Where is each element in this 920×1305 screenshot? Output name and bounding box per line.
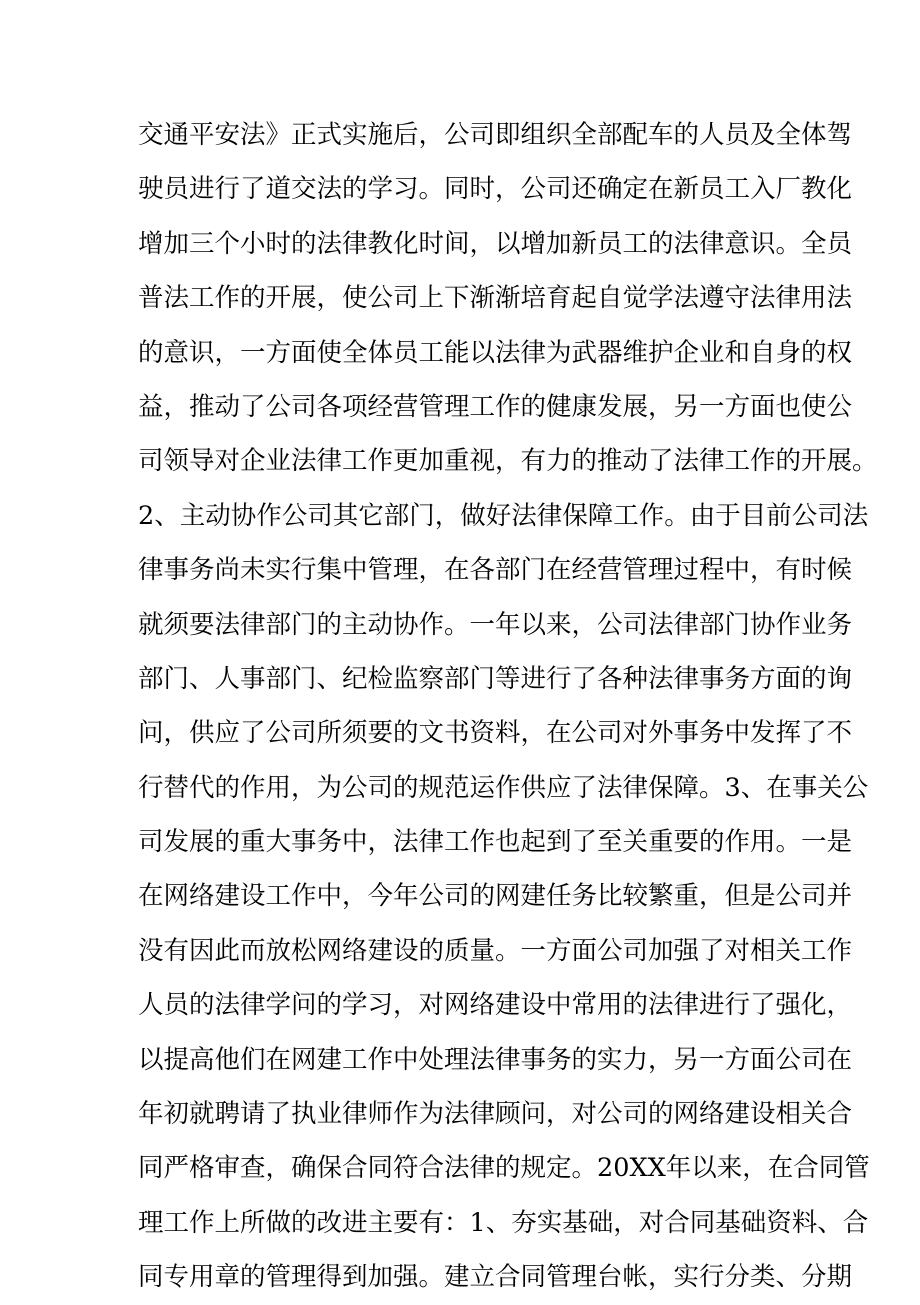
- text-line: 司领导对企业法律工作更加重视，有力的推动了法律工作的开展。: [138, 446, 878, 477]
- text-line: 以提高他们在网建工作中处理法律事务的实力，另一方面公司在: [138, 1044, 853, 1075]
- body-text: [138, 108, 878, 1305]
- text-line: 增加三个小时的法律教化时间，以增加新员工的法律意识。全员: [138, 228, 853, 259]
- text-line: 理工作上所做的改进主要有：1、夯实基础，对合同基础资料、合: [138, 1207, 869, 1238]
- text-line: 同严格审查，确保合同符合法律的规定。20XX年以来，在合同管: [138, 1153, 870, 1184]
- text-line: 部门、人事部门、纪检监察部门等进行了各种法律事务方面的询: [138, 663, 853, 694]
- text-line: 同专用章的管理得到加强。建立合同管理台帐，实行分类、分期: [138, 1262, 853, 1293]
- text-line: 普法工作的开展，使公司上下渐渐培育起自觉学法遵守法律用法: [138, 283, 853, 314]
- text-line: 问，供应了公司所须要的文书资料，在公司对外事务中发挥了不: [138, 718, 853, 749]
- text-line: 交通平安法》正式实施后，公司即组织全部配车的人员及全体驾: [138, 120, 853, 150]
- text-line: 驶员进行了道交法的学习。同时，公司还确定在新员工入厂教化: [138, 174, 853, 205]
- text-line: 益，推动了公司各项经营管理工作的健康发展，另一方面也使公: [138, 391, 853, 422]
- text-line: 行替代的作用，为公司的规范运作供应了法律保障。3、在事关公: [138, 772, 869, 803]
- text-line: 人员的法律学问的学习，对网络建设中常用的法律进行了强化，: [138, 990, 853, 1021]
- text-line: 司发展的重大事务中，法律工作也起到了至关重要的作用。一是: [138, 827, 853, 858]
- text-line: 2、主动协作公司其它部门，做好法律保障工作。由于目前公司法: [138, 500, 869, 531]
- text-line: 年初就聘请了执业律师作为法律顾问，对公司的网络建设相关合: [138, 1099, 853, 1130]
- text-line: 就须要法律部门的主动协作。一年以来，公司法律部门协作业务: [138, 609, 853, 640]
- text-line: 在网络建设工作中，今年公司的网建任务比较繁重，但是公司并: [138, 881, 853, 912]
- text-line: 律事务尚未实行集中管理，在各部门在经营管理过程中，有时候: [138, 555, 853, 586]
- text-line: 的意识，一方面使全体员工能以法律为武器维护企业和自身的权: [138, 337, 853, 368]
- text-line: 没有因此而放松网络建设的质量。一方面公司加强了对相关工作: [138, 935, 853, 966]
